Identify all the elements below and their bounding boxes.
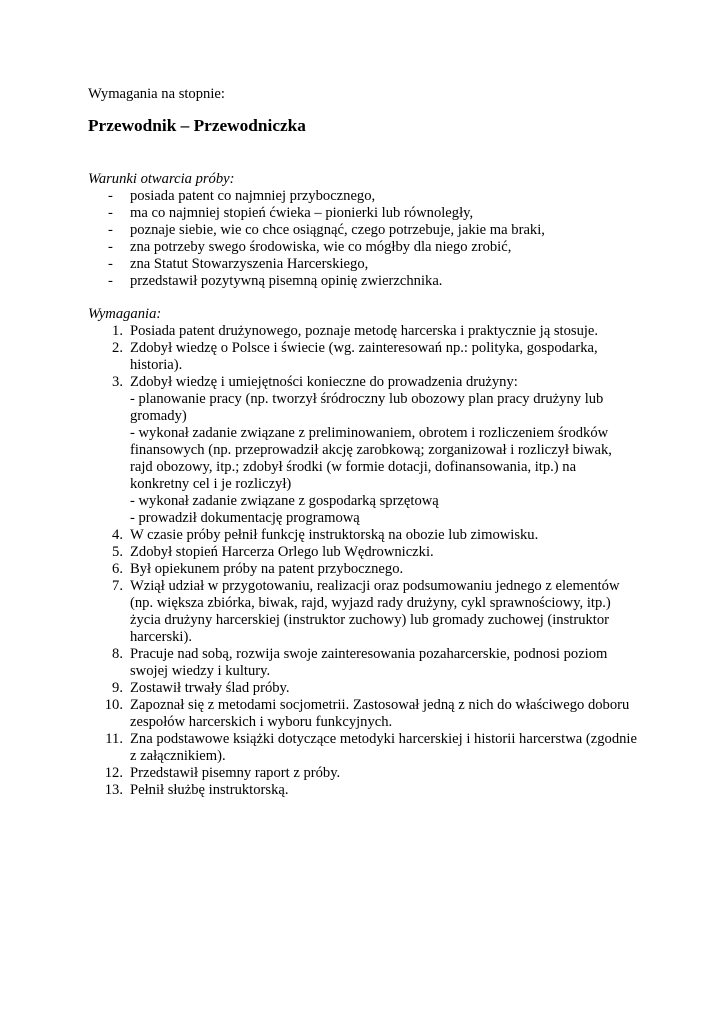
requirement-line: gromady) [130,408,187,424]
conditions-label: Warunki otwarcia próby: [88,171,235,187]
requirements-label: Wymagania: [88,306,162,322]
requirement-number: 10. [104,697,123,713]
requirement-line: swojej wiedzy i kultury. [130,663,271,679]
condition-text: przedstawił pozytywną pisemną opinię zwierzchnika. [130,273,443,289]
requirement-line: Pełnił służbę instruktorską. [130,782,289,798]
requirement-line: z załącznikiem). [130,748,226,764]
list-dash-marker: - [108,205,113,221]
requirement-item [88,340,648,374]
requirement-item [88,646,648,680]
requirement-item [88,697,648,731]
condition-text: zna potrzeby swego środowiska, wie co mógłby dla niego zrobić, [130,239,512,255]
requirement-line: harcerski). [130,629,192,645]
requirement-number: 13. [104,782,123,798]
requirement-number: 3. [112,374,123,390]
requirement-number: 11. [105,731,123,747]
requirement-item [88,782,648,799]
requirement-line: Zostawił trwały ślad próby. [130,680,290,696]
requirement-line: rajd obozowy, itp.; zdobył środki (w formie dotacji, dofinansowania, itp.) na [130,459,577,475]
condition-item [88,273,648,290]
requirements-list [88,323,648,799]
requirement-line: Pracuje nad sobą, rozwija swoje zainteresowania pozaharcerskie, podnosi poziom [130,646,608,662]
requirement-line: Zdobył wiedzę i umiejętności konieczne do prowadzenia drużyny: [130,374,518,390]
requirement-item [88,765,648,782]
requirement-line: Przedstawił pisemny raport z próby. [130,765,341,781]
condition-item [88,222,648,239]
requirement-number: 8. [112,646,123,662]
requirement-item [88,731,648,765]
condition-text: posiada patent co najmniej przybocznego, [130,188,376,204]
requirement-item [88,323,648,340]
requirement-line: - planowanie pracy (np. tworzył śródroczny lub obozowy plan pracy drużyny lub [130,391,604,407]
requirement-line: Zapoznał się z metodami socjometrii. Zastosował jedną z nich do właściwego doboru [130,697,630,713]
requirement-line: Zdobył wiedzę o Polsce i świecie (wg. zainteresowań np.: polityka, gospodarka, [130,340,598,356]
condition-item [88,256,648,273]
condition-text: poznaje siebie, wie co chce osiągnąć, czego potrzebuje, jakie ma braki, [130,222,545,238]
requirement-line: - wykonał zadanie związane z gospodarką sprzętową [130,493,439,509]
requirement-number: 9. [112,680,123,696]
requirement-number: 1. [112,323,123,339]
requirement-line: życia drużyny harcerskiej (instruktor zuchowy) lub gromady zuchowej (instruktor [130,612,610,628]
requirement-number: 12. [104,765,123,781]
requirement-number: 4. [112,527,123,543]
requirement-line: Był opiekunem próby na patent przybocznego. [130,561,404,577]
requirement-line: W czasie próby pełnił funkcję instruktorską na obozie lub zimowisku. [130,527,539,543]
requirement-number: 7. [112,578,123,594]
list-dash-marker: - [108,222,113,238]
requirement-line: - wykonał zadanie związane z preliminowaniem, obrotem i rozliczeniem środków [130,425,609,441]
conditions-list [88,188,648,290]
list-dash-marker: - [108,188,113,204]
condition-item [88,205,648,222]
list-dash-marker: - [108,256,113,272]
requirement-line: Wziął udział w przygotowaniu, realizacji oraz podsumowaniu jednego z elementów [130,578,620,594]
condition-item [88,239,648,256]
requirement-line: konkretny cel i je rozliczył) [130,476,292,492]
list-dash-marker: - [108,239,113,255]
requirement-line: (np. większa zbiórka, biwak, rajd, wyjazd rady drużyny, cykl sprawnościowy, itp.) [130,595,611,611]
requirement-number: 6. [112,561,123,577]
requirement-item [88,374,648,527]
requirement-number: 2. [112,340,123,356]
list-dash-marker: - [108,273,113,289]
requirement-item [88,544,648,561]
requirement-item [88,527,648,544]
condition-text: zna Statut Stowarzyszenia Harcerskiego, [130,256,369,272]
condition-text: ma co najmniej stopień ćwieka – pionierki lub równoległy, [130,205,474,221]
requirement-line: zespołów harcerskich i wyboru funkcyjnych. [130,714,393,730]
intro-text: Wymagania na stopnie: [88,86,225,102]
requirement-line: finansowych (np. przeprowadził akcję zarobkową; zorganizował i rozliczył biwak, [130,442,612,458]
document-page [88,86,648,799]
condition-item [88,188,648,205]
requirement-item [88,578,648,646]
requirement-line: Zna podstawowe książki dotyczące metodyki harcerskiej i historii harcerstwa (zgodnie [130,731,637,747]
requirement-line: Posiada patent drużynowego, poznaje metodę harcerska i praktycznie ją stosuje. [130,323,599,339]
requirement-item [88,561,648,578]
requirement-line: historia). [130,357,183,373]
page-title: Przewodnik – Przewodniczka [88,116,306,135]
requirement-number: 5. [112,544,123,560]
requirement-line: Zdobył stopień Harcerza Orlego lub Wędrowniczki. [130,544,434,560]
requirement-line: - prowadził dokumentację programową [130,510,360,526]
requirement-item [88,680,648,697]
